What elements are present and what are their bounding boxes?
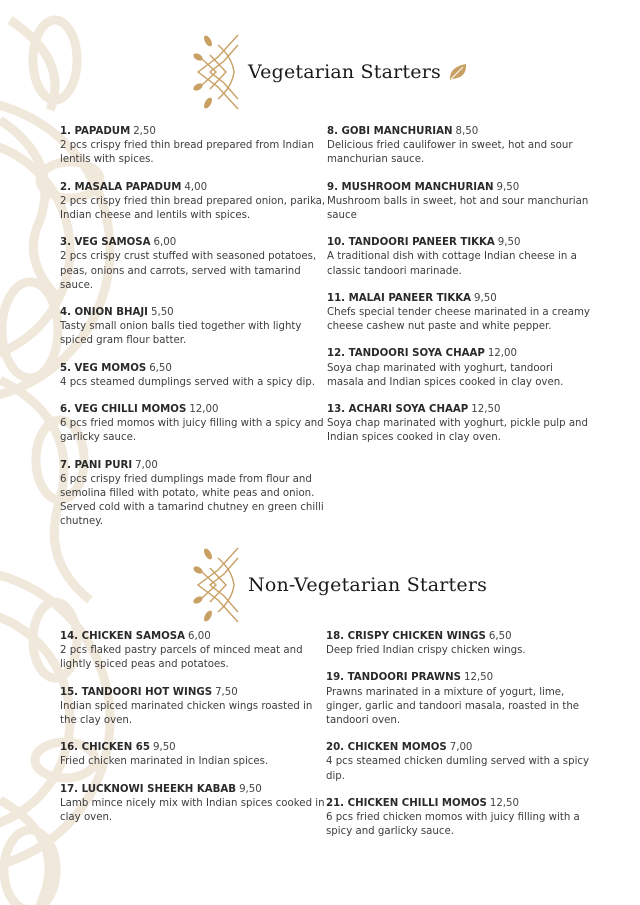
menu-item-description: Deep fried Indian crispy chicken wings. [326, 645, 526, 657]
section-title: Vegetarian Starters [248, 61, 441, 83]
menu-item [60, 630, 330, 673]
menu-item-name: 19. TANDOORI PRAWNS [326, 672, 461, 684]
menu-item-name: 5. VEG MOMOS [60, 362, 147, 374]
menu-item-description: 6 pcs crispy fried dumplings made from flour and semolina filled with potato, white peas and onion. Served cold with a tamarind chutney en green chilli chutney. [60, 473, 324, 528]
menu-item-header [60, 403, 330, 417]
menu-item-header [60, 686, 330, 700]
menu-item-header [60, 783, 330, 797]
menu-item-name: 21. CHICKEN CHILLI MOMOS [326, 797, 487, 809]
menu-item-name: 13. ACHARI SOYA CHAAP [327, 404, 469, 416]
menu-item-price: 9,50 [152, 742, 176, 754]
menu-item [60, 783, 330, 826]
menu-item-price: 4,00 [184, 181, 208, 193]
menu-item-price: 6,50 [149, 362, 172, 374]
menu-item-header [326, 741, 591, 755]
menu-item-name: 9. MUSHROOM MANCHURIAN [327, 181, 494, 193]
menu-item-header [326, 671, 591, 685]
menu-item-header [327, 292, 592, 306]
menu-item-header [327, 236, 592, 250]
vegetarian-column-left [60, 125, 330, 543]
menu-item [326, 630, 591, 658]
menu-item-description: A traditional dish with cottage Indian cheese in a classic tandoori marinade. [327, 251, 577, 277]
menu-item-name: 1. PAPADUM [60, 126, 131, 137]
vegetarian-column-right [327, 125, 592, 459]
menu-item [60, 459, 330, 530]
menu-item [327, 125, 592, 168]
section-header-non-vegetarian [188, 540, 487, 630]
menu-item-description: Mushroom balls in sweet, hot and sour manchurian sauce [327, 195, 589, 222]
menu-item-description: 2 pcs crispy fried thin bread prepared onion, parika, Indian cheese and lentils with spices. [60, 195, 326, 222]
menu-item-name: 6. VEG CHILLI MOMOS [60, 404, 187, 416]
menu-item [327, 181, 592, 224]
menu-item [326, 797, 591, 840]
non-vegetarian-column-right [326, 630, 591, 852]
menu-item-price: 7,00 [449, 742, 473, 754]
menu-item-name: 11. MALAI PANEER TIKKA [327, 292, 471, 304]
menu-item-description: Delicious fried caulifower in sweet, hot and sour manchurian sauce. [327, 140, 573, 166]
menu-item-price: 5,50 [150, 307, 174, 319]
menu-item-price: 12,00 [487, 348, 517, 360]
menu-item [327, 236, 592, 279]
menu-item-name: 15. TANDOORI HOT WINGS [60, 686, 213, 698]
menu-item-name: 4. ONION BHAJI [60, 307, 148, 319]
menu-item-description: Fried chicken marinated in Indian spices. [60, 756, 269, 768]
menu-item-description: 2 pcs crispy crust stuffed with seasoned potatoes, peas, onions and carrots, served with tamarind sauce. [60, 251, 317, 291]
menu-item-price: 12,50 [489, 797, 520, 809]
menu-item-header [327, 125, 592, 139]
menu-item-price: 9,50 [496, 181, 520, 193]
menu-item [60, 306, 330, 349]
menu-item-name: 10. TANDOORI PANEER TIKKA [327, 237, 495, 249]
menu-item-price: 9,50 [497, 237, 521, 249]
menu-item-name: 17. LUCKNOWI SHEEKH KABAB [60, 783, 237, 795]
menu-item-description: 4 pcs steamed chicken dumling served with a spicy dip. [326, 756, 590, 782]
menu-item-price: 7,00 [135, 459, 158, 471]
menu-item-name: 14. CHICKEN SAMOSA [60, 631, 186, 642]
menu-item [60, 362, 330, 390]
menu-item [326, 741, 591, 784]
menu-item [60, 125, 330, 168]
section-title: Non-Vegetarian Starters [248, 574, 488, 596]
mandala-emblem-icon [188, 27, 244, 117]
menu-item-header [327, 181, 592, 195]
menu-item-description: Tasty small onion balls tied together with lighty spiced gram flour batter. [60, 321, 302, 347]
menu-item-price: 12,50 [471, 404, 501, 416]
menu-item-name: 12. TANDOORI SOYA CHAAP [327, 348, 485, 360]
menu-item [60, 741, 330, 769]
menu-item-price: 12,50 [463, 672, 494, 684]
menu-item-header [60, 362, 330, 376]
menu-item [327, 403, 592, 446]
menu-item-header [60, 306, 330, 320]
menu-item-description: 6 pcs fried momos with juicy filling with a spicy and garlicky sauce. [60, 418, 324, 444]
menu-item [60, 236, 330, 293]
menu-item-description: 4 pcs steamed dumplings served with a spicy dip. [60, 376, 316, 388]
menu-item [60, 181, 330, 224]
menu-item-description: Prawns marinated in a mixture of yogurt, lime, ginger, garlic and tandoori masala, roasted in the tandoori oven. [326, 686, 580, 727]
menu-item [327, 292, 592, 335]
menu-item-name: 8. GOBI MANCHURIAN [327, 126, 453, 137]
non-vegetarian-column-left [60, 630, 330, 838]
menu-item [326, 671, 591, 728]
menu-item-header [60, 741, 330, 755]
menu-item-price: 9,50 [239, 783, 262, 795]
menu-item-name: 2. MASALA PAPADUM [60, 181, 182, 193]
menu-item-price: 6,00 [153, 237, 177, 249]
menu-item-name: 20. CHICKEN MOMOS [326, 742, 447, 754]
section-header-vegetarian [188, 27, 469, 117]
menu-item-price: 7,50 [215, 686, 238, 698]
menu-item-header [60, 459, 330, 473]
menu-item-name: 7. PANI PURI [60, 459, 133, 471]
menu-item-header [327, 347, 592, 361]
menu-item-price: 6,50 [488, 631, 512, 642]
menu-item-description: 2 pcs crispy fried thin bread prepared from Indian lentils with spices. [60, 140, 314, 166]
menu-item-name: 16. CHICKEN 65 [60, 742, 150, 754]
menu-item-header [327, 403, 592, 417]
menu-item-price: 6,00 [188, 631, 211, 642]
menu-item-header [60, 125, 330, 139]
menu-item [60, 686, 330, 729]
menu-item-price: 8,50 [455, 126, 479, 137]
menu-item-header [60, 236, 330, 250]
menu-item-header [326, 630, 591, 644]
menu-item-description: Indian spiced marinated chicken wings roasted in the clay oven. [60, 700, 313, 727]
menu-item-price: 9,50 [474, 292, 497, 304]
menu-item-description: Soya chap marinated with yoghurt, tandoori masala and Indian spices cooked in clay oven. [327, 362, 564, 388]
menu-item-header [326, 797, 591, 811]
menu-item-price: 2,50 [133, 126, 156, 137]
menu-item [327, 347, 592, 390]
menu-item-header [60, 630, 330, 644]
menu-item-description: 2 pcs flaked pastry parcels of minced meat and lightly spiced peas and potatoes. [60, 645, 303, 671]
menu-item-name: 3. VEG SAMOSA [60, 237, 151, 249]
mandala-emblem-icon [188, 540, 244, 630]
menu-item-description: Lamb mince nicely mix with Indian spices cooked in clay oven. [60, 797, 325, 824]
menu-item-description: Soya chap marinated with yoghurt, pickle pulp and Indian spices cooked in clay oven. [327, 418, 588, 444]
menu-item-price: 12,00 [189, 404, 219, 416]
menu-item-description: Chefs special tender cheese marinated in a creamy cheese cashew nut paste and white pepper. [327, 307, 590, 333]
menu-item-description: 6 pcs fried chicken momos with juicy filling with a spicy and garlicky sauce. [326, 812, 580, 838]
leaf-icon [447, 61, 469, 83]
menu-item [60, 403, 330, 446]
menu-item-header [60, 181, 330, 195]
menu-item-name: 18. CRISPY CHICKEN WINGS [326, 631, 486, 642]
